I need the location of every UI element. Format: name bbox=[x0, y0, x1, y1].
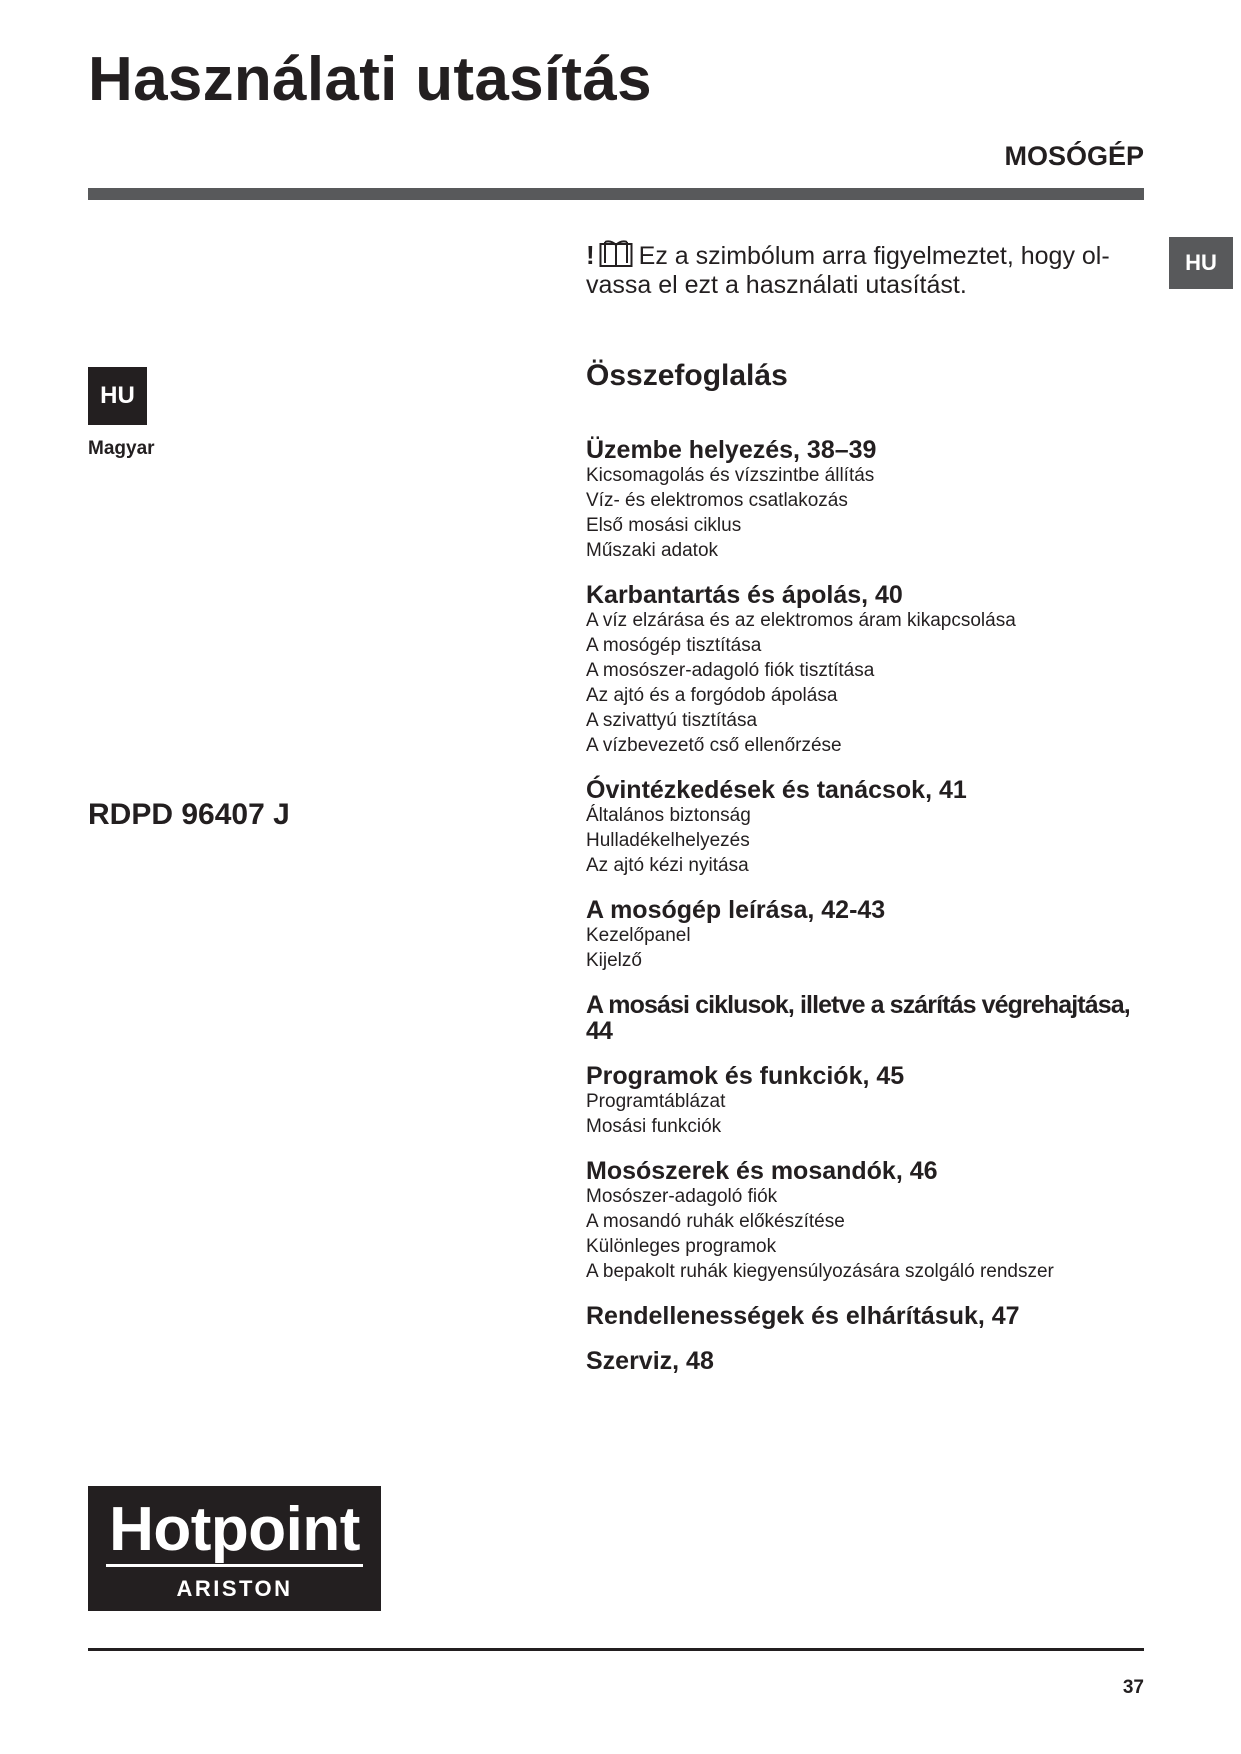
toc-item: Az ajtó kézi nyitása bbox=[586, 855, 749, 876]
toc-item: Műszaki adatok bbox=[586, 540, 719, 561]
language-badge: HU bbox=[88, 367, 147, 425]
toc-item: Az ajtó és a forgódob ápolása bbox=[586, 685, 838, 706]
toc-item: Programtáblázat bbox=[586, 1091, 726, 1112]
page-title: Használati utasítás bbox=[88, 45, 652, 114]
toc-item: Mosószer-adagoló fiók bbox=[586, 1186, 778, 1207]
toc-section-title: Mosószerek és mosandók, 46 bbox=[586, 1157, 938, 1185]
toc-item: A mosógép tisztítása bbox=[586, 635, 762, 656]
warning-text: Ez a szimbólum arra figyelmeztet, hogy ol-vassa el ezt a használati utasítást. bbox=[586, 242, 1110, 299]
toc-heading: Összefoglalás bbox=[586, 359, 788, 392]
toc-section bbox=[586, 582, 1146, 758]
toc-item: A mosószer-adagoló fiók tisztítása bbox=[586, 660, 875, 681]
brand-logo bbox=[88, 1486, 381, 1611]
toc-section-title: Programok és funkciók, 45 bbox=[586, 1062, 905, 1090]
toc-item: Hulladékelhelyezés bbox=[586, 830, 750, 851]
toc-item: Kicsomagolás és vízszintbe állítás bbox=[586, 465, 875, 486]
logo-subbrand: ARISTON bbox=[176, 1576, 293, 1601]
product-category: MOSÓGÉP bbox=[1004, 141, 1144, 171]
exclamation-mark: ! bbox=[586, 240, 595, 270]
toc-item: Különleges programok bbox=[586, 1236, 777, 1257]
toc-item: A szivattyú tisztítása bbox=[586, 710, 758, 731]
toc-section-title: Rendellenességek és elhárításuk, 47 bbox=[586, 1302, 1020, 1330]
toc-item: Kezelőpanel bbox=[586, 925, 691, 946]
book-icon bbox=[599, 240, 633, 273]
toc-item: A víz elzárása és az elektromos áram kikapcsolása bbox=[586, 610, 1016, 631]
warning-note bbox=[586, 240, 1126, 298]
toc-section-title: Karbantartás és ápolás, 40 bbox=[586, 581, 903, 609]
toc-section bbox=[586, 1303, 1146, 1329]
toc-section-title: A mosási ciklusok, illetve a szárítás végrehajtása, 44 bbox=[586, 991, 1130, 1045]
toc-section bbox=[586, 1348, 1146, 1374]
logo-wordmark: Hotpoint bbox=[109, 1495, 360, 1564]
page-number: 37 bbox=[1122, 1677, 1144, 1698]
toc-section bbox=[586, 1158, 1146, 1284]
logo-divider bbox=[106, 1564, 363, 1567]
toc-section-title: Szerviz, 48 bbox=[586, 1347, 714, 1375]
toc-section bbox=[586, 777, 1146, 878]
toc-item: Mosási funkciók bbox=[586, 1116, 722, 1137]
toc-item: Első mosási ciklus bbox=[586, 515, 742, 536]
toc-item: Általános biztonság bbox=[586, 805, 751, 826]
toc-section bbox=[586, 1063, 1146, 1139]
toc-section bbox=[586, 437, 1146, 563]
toc-section-title: Óvintézkedések és tanácsok, 41 bbox=[586, 776, 967, 804]
toc-item: Kijelző bbox=[586, 950, 642, 971]
language-label: Magyar bbox=[88, 438, 155, 459]
toc-item: A bepakolt ruhák kiegyensúlyozására szolgáló rendszer bbox=[586, 1261, 1054, 1282]
toc-item: A mosandó ruhák előkészítése bbox=[586, 1211, 845, 1232]
footer-divider bbox=[88, 1648, 1144, 1651]
header-divider bbox=[88, 188, 1144, 200]
toc-section-title: Üzembe helyezés, 38–39 bbox=[586, 436, 877, 464]
language-side-tab: HU bbox=[1169, 237, 1233, 289]
table-of-contents bbox=[586, 437, 1146, 1393]
toc-item: A vízbevezető cső ellenőrzése bbox=[586, 735, 842, 756]
toc-item: Víz- és elektromos csatlakozás bbox=[586, 490, 848, 511]
toc-section bbox=[586, 897, 1146, 973]
model-number: RDPD 96407 J bbox=[88, 798, 290, 831]
toc-section bbox=[586, 992, 1146, 1044]
toc-section-title: A mosógép leírása, 42-43 bbox=[586, 896, 886, 924]
